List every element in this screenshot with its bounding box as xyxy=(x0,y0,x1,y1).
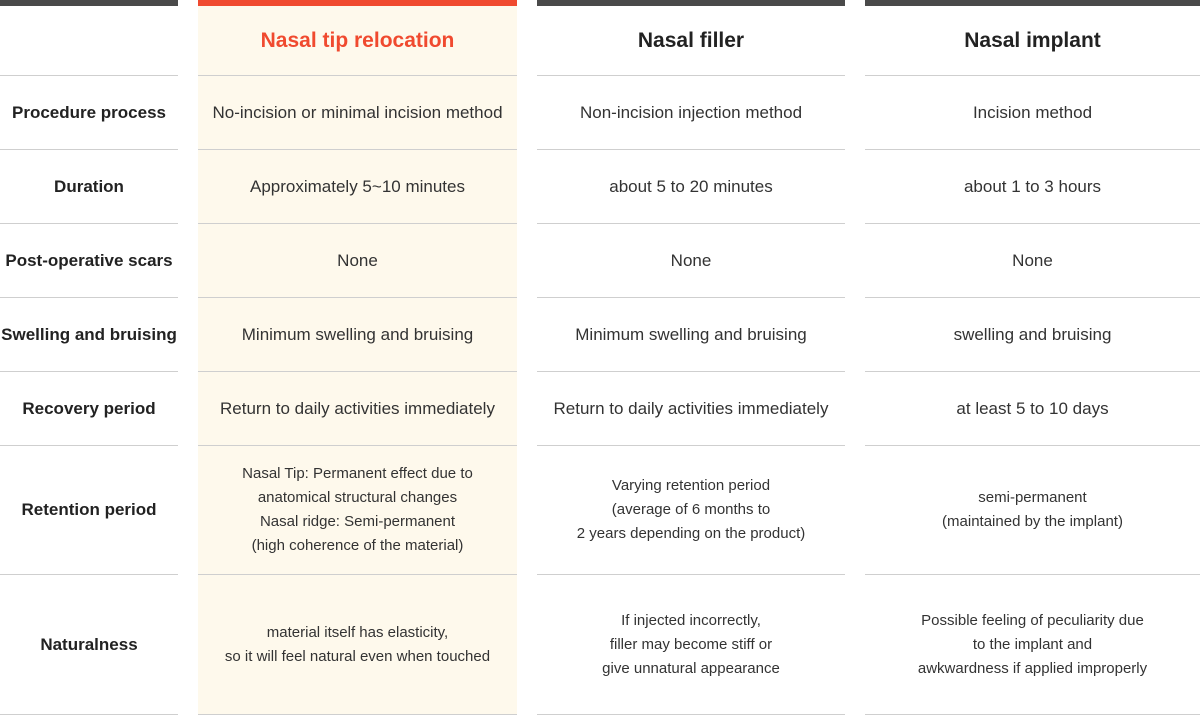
table-cell xyxy=(198,76,517,150)
cell-value: Incision method xyxy=(972,102,1093,122)
table-cell xyxy=(198,150,517,224)
row-label-cell xyxy=(0,76,178,150)
table-cell xyxy=(865,298,1200,372)
row-label: Recovery period xyxy=(22,398,156,418)
table-cell xyxy=(537,446,845,575)
cell-value: semi-permanent (maintained by the implant) xyxy=(942,489,1123,530)
table-cell xyxy=(537,298,845,372)
cell-value: None xyxy=(670,250,712,270)
cell-value: Minimum swelling and bruising xyxy=(575,324,807,344)
cell-value: None xyxy=(337,250,378,270)
table-cell xyxy=(537,224,845,298)
table-cell xyxy=(865,76,1200,150)
table-cell xyxy=(198,372,517,446)
cell-value: None xyxy=(1012,250,1053,270)
table-cell xyxy=(537,76,845,150)
cell-value: swelling and bruising xyxy=(953,324,1112,344)
table-cell xyxy=(198,298,517,372)
table-cell xyxy=(198,575,517,715)
cell-value: If injected incorrectly, filler may become stiff or give unnatural appearance xyxy=(602,611,780,677)
row-label: Retention period xyxy=(21,500,157,519)
table-cell xyxy=(537,150,845,224)
cell-value: Minimum swelling and bruising xyxy=(241,324,474,344)
empty-header-cell xyxy=(0,6,178,76)
table-cell xyxy=(865,224,1200,298)
row-label-cell xyxy=(0,575,178,715)
column-title: Nasal filler xyxy=(637,28,745,52)
row-label-cell xyxy=(0,372,178,446)
cell-value: Approximately 5~10 minutes xyxy=(250,176,465,196)
table-cell xyxy=(865,575,1200,715)
row-label-cell xyxy=(0,224,178,298)
cell-value: Possible feeling of peculiarity due to the implant and awkwardness if applied improperly xyxy=(917,611,1148,677)
nasal-implant-column xyxy=(865,0,1200,715)
cell-value: at least 5 to 10 days xyxy=(956,398,1109,418)
row-label-cell xyxy=(0,150,178,224)
row-label: Swelling and bruising xyxy=(1,324,177,344)
row-label: Procedure process xyxy=(11,102,166,122)
table-cell xyxy=(537,575,845,715)
cell-value: about 5 to 20 minutes xyxy=(609,176,773,196)
column-title: Nasal implant xyxy=(964,28,1101,52)
column-header xyxy=(537,6,845,76)
nasal-filler-column xyxy=(537,0,845,715)
nasal-tip-relocation-column xyxy=(198,0,517,715)
table-cell xyxy=(865,372,1200,446)
column-header xyxy=(865,6,1200,76)
table-cell xyxy=(865,446,1200,575)
column-header xyxy=(198,6,517,76)
table-cell xyxy=(198,446,517,575)
row-label: Post-operative scars xyxy=(5,250,173,270)
cell-value: Return to daily activities immediately xyxy=(553,398,829,418)
row-label: Naturalness xyxy=(40,634,138,654)
cell-value: about 1 to 3 hours xyxy=(963,176,1102,196)
column-title: Nasal tip relocation xyxy=(260,28,455,52)
cell-value: Non-incision injection method xyxy=(579,102,803,122)
table-cell xyxy=(865,150,1200,224)
row-label-cell xyxy=(0,446,178,575)
cell-value: material itself has elasticity, so it will feel natural even when touched xyxy=(224,623,491,665)
cell-value: Return to daily activities immediately xyxy=(220,398,495,418)
row-label-cell xyxy=(0,298,178,372)
cell-value: No-incision or minimal incision method xyxy=(212,102,503,122)
row-label: Duration xyxy=(54,176,124,196)
table-cell xyxy=(537,372,845,446)
table-cell xyxy=(198,224,517,298)
row-label-column xyxy=(0,0,178,715)
cell-value: Varying retention period (average of 6 months to 2 years depending on the product) xyxy=(576,477,806,542)
cell-value: Nasal Tip: Permanent effect due to anatomical structural changes Nasal ridge: Semi-permanent (high coherence of the material) xyxy=(242,465,473,554)
